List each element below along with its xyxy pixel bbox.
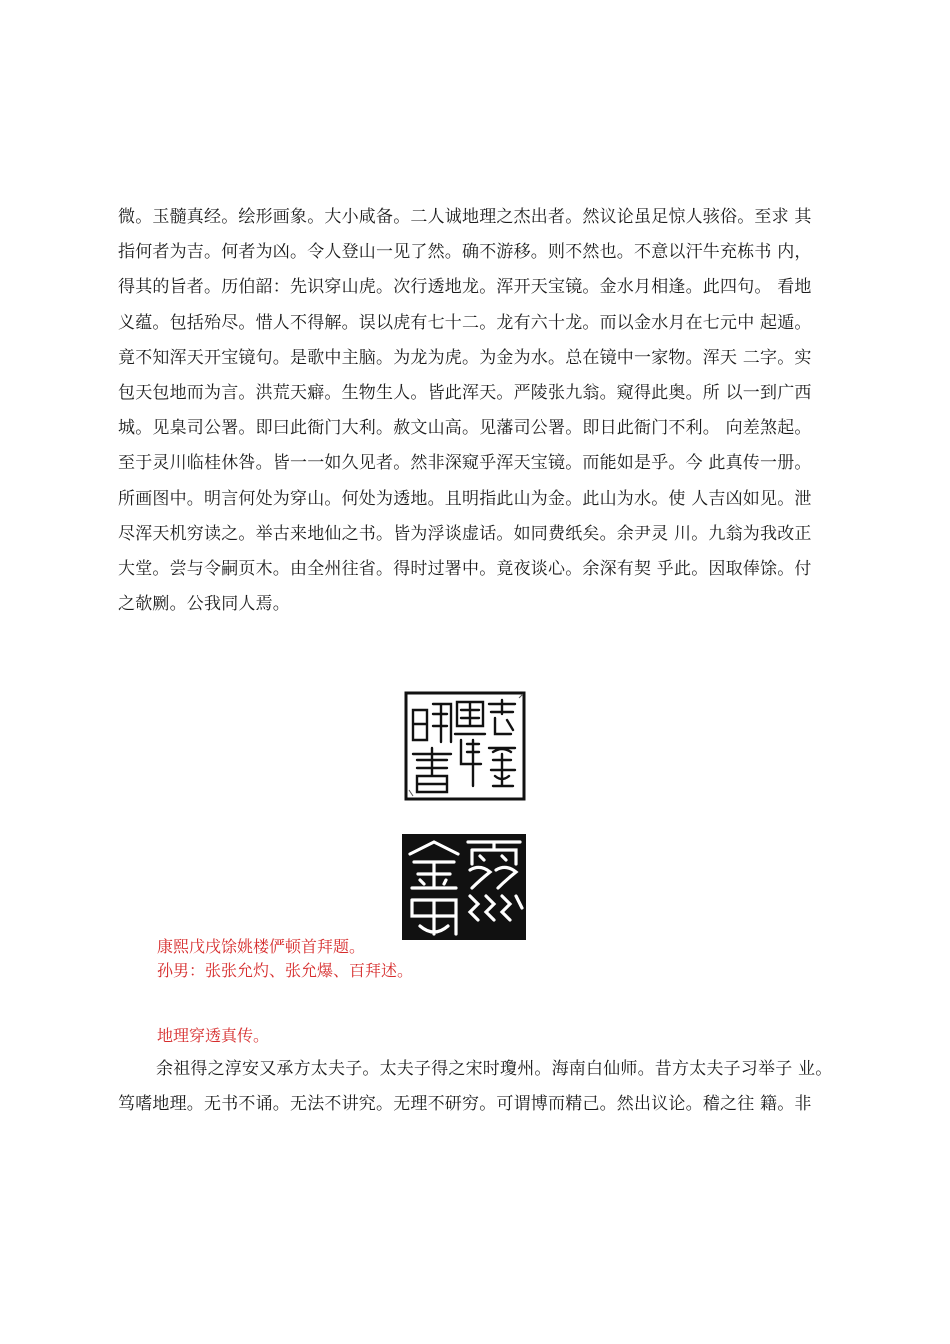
seal-stamp-solid [400, 830, 528, 944]
text-line: 城。见臬司公署。即曰此衙门大利。赦文山高。见藩司公署。即日此衙门不利。 向差煞起。 [118, 418, 812, 439]
section-text [118, 1052, 858, 1122]
signature-line: 康熙戊戌馀姚楼俨顿首拜题。 [157, 937, 366, 956]
text-line: 包天包地而为言。洪荒天癖。生物生人。皆此浑天。严陵张九翁。窥得此奥。所 以一到广西 [118, 382, 812, 403]
text-line: 尽浑天机穷读之。举古来地仙之书。皆为浮谈虚话。如同费纸矣。余尹灵 川。九翁为我改正 [118, 523, 812, 544]
seal-solid-image [400, 830, 528, 944]
text-line: 竟不知浑天开宝镜句。是歌中主脑。为龙为虎。为金为水。总在镜中一家物。浑天 二字。实 [118, 347, 812, 368]
text-line: 得其的旨者。历伯韶：先识穿山虎。次行透地龙。浑开天宝镜。金水月相逢。此四句。 看地 [118, 277, 812, 298]
text-line: 余祖得之淳安又承方太夫子。太夫子得之宋时瓊州。海南白仙师。昔方太夫子习举子 业。 [156, 1059, 833, 1079]
seal-stamp-outline [403, 690, 527, 802]
text-line: 大堂。尝与令嗣页木。由全州往省。得时过署中。竟夜谈心。余深有契 乎此。因取俸馀。付 [118, 558, 812, 579]
seal-outline-image [403, 690, 527, 802]
section-title: 地理穿透真传。 [157, 1026, 270, 1045]
text-line: 所画图中。明言何处为穿山。何处为透地。且明指此山为金。此山为水。使 人吉凶如见。泄 [118, 488, 812, 509]
text-line: 至于灵川临桂休咎。皆一一如久见者。然非深窥乎浑天宝镜。而能如是乎。今 此真传一册。 [118, 453, 812, 474]
text-line: 指何者为吉。何者为凶。令人登山一见了然。确不游移。则不然也。不意以汗牛充栋书 内， [118, 242, 812, 263]
text-line: 义蕴。包括殆尽。惜人不得解。误以虎有七十二。龙有六十龙。而以金水月在七元中 起遁。 [118, 312, 812, 333]
preface-text [118, 200, 848, 622]
signature-block [157, 935, 413, 983]
signature-line: 孙男：张张允灼、张允爆、百拜述。 [157, 961, 414, 980]
text-line: 微。玉髓真经。绘形画象。大小咸备。二人诚地理之杰出者。然议论虽足惊人骇俗。至求 其 [118, 207, 812, 227]
text-line: 之欹劂。公我同人焉。 [118, 594, 290, 615]
text-line: 笃嗜地理。无书不诵。无法不讲究。无理不研穷。可谓博而精己。然出议论。稽之往 籍。非 [118, 1094, 812, 1115]
